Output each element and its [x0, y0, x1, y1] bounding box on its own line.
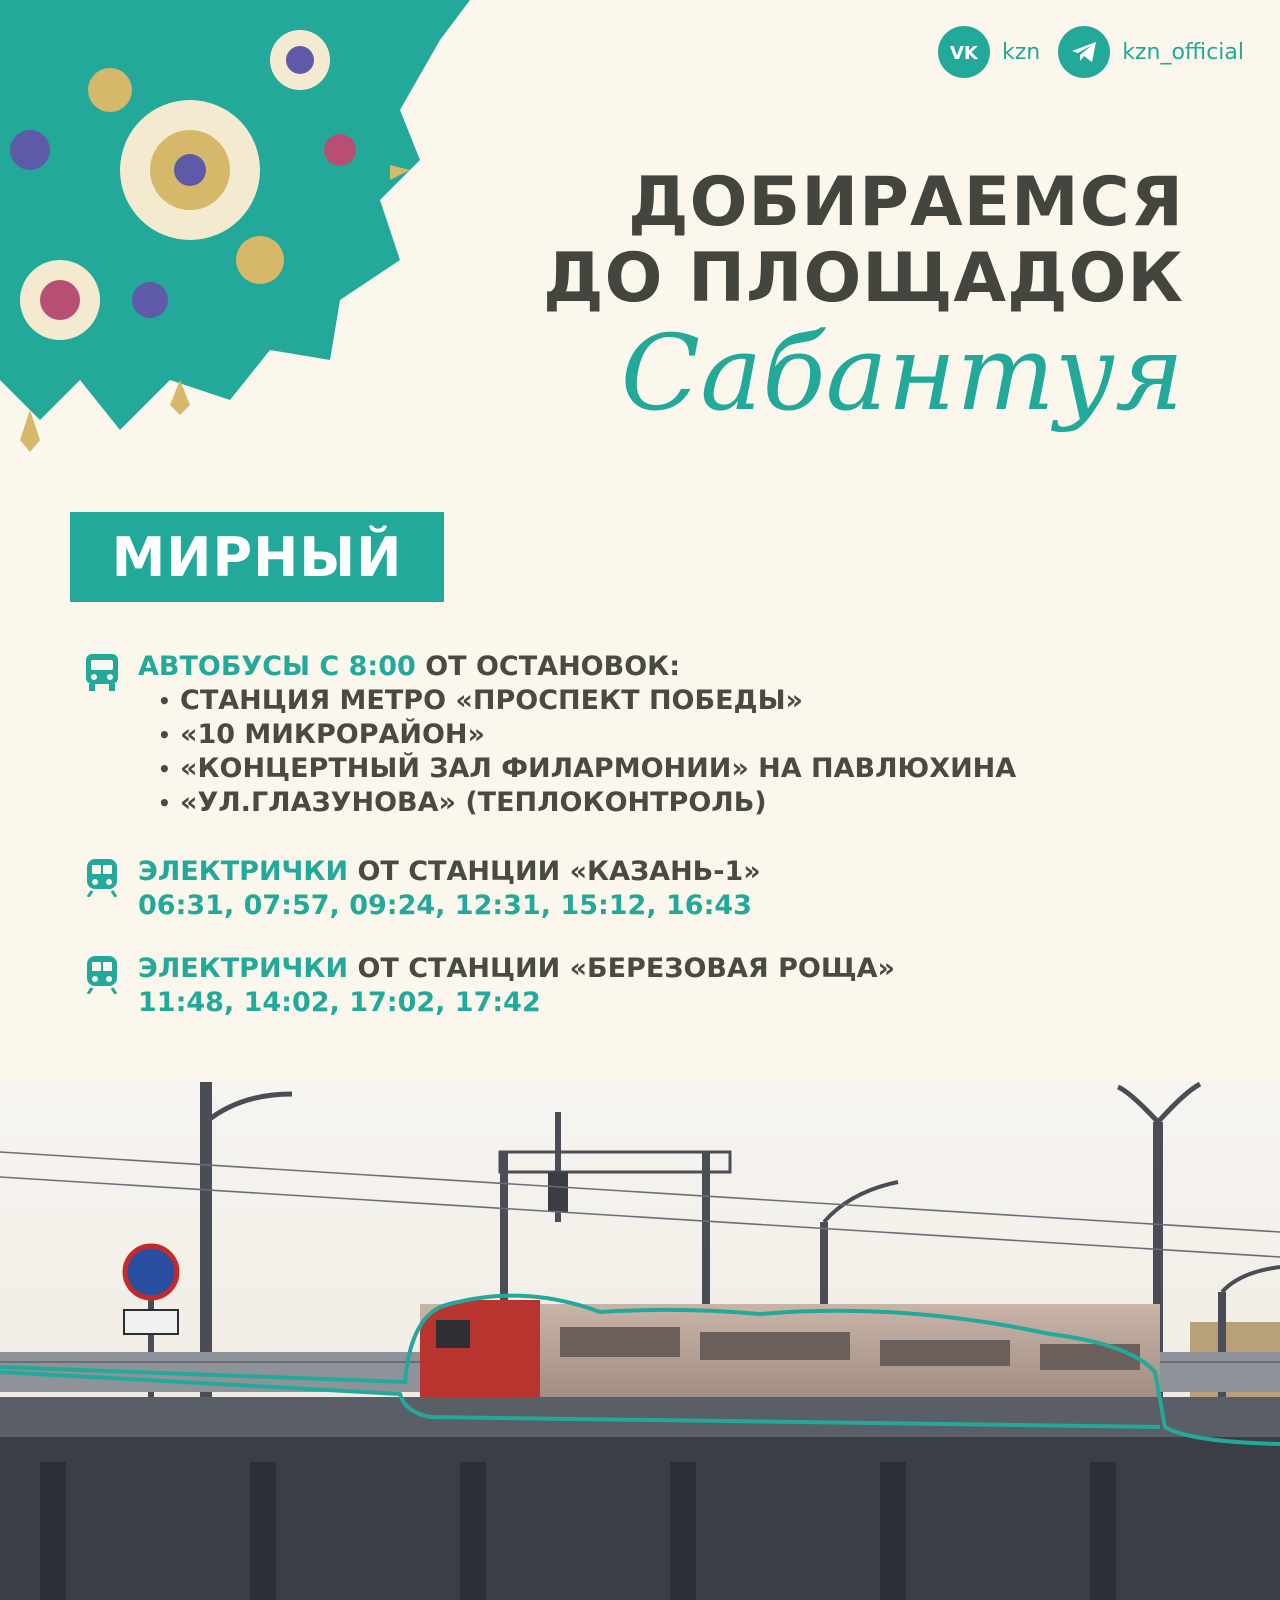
social-links: [938, 26, 1244, 78]
title-line-1: ДОБИРАЕМСЯ: [628, 163, 1184, 242]
list-item: • СТАНЦИЯ МЕТРО «ПРОСПЕКТ ПОБЕДЫ»: [158, 684, 1016, 718]
telegram-icon: [1058, 26, 1110, 78]
vk-icon: [938, 26, 990, 78]
train-suffix: ОТ СТАНЦИИ «БЕРЕЗОВАЯ РОЩА»: [348, 953, 895, 984]
train-section-2: [84, 952, 895, 1020]
train-icon: [84, 954, 120, 994]
bus-details: [138, 650, 1016, 820]
train-details-2: [138, 952, 895, 1020]
vk-handle: kzn: [1002, 39, 1041, 65]
telegram-handle: kzn_official: [1122, 39, 1244, 65]
bus-stops-list: [138, 684, 1016, 820]
train-times: 06:31, 07:57, 09:24, 12:31, 15:12, 16:43: [138, 890, 752, 921]
train-label: ЭЛЕКТРИЧКИ: [138, 953, 349, 984]
bus-label: АВТОБУСЫ С 8:00: [138, 651, 416, 682]
train-icon: [84, 857, 120, 897]
social-telegram[interactable]: [1058, 26, 1244, 78]
list-item: • «КОНЦЕРТНЫЙ ЗАЛ ФИЛАРМОНИИ» НА ПАВЛЮХИНА: [158, 752, 1016, 786]
location-label: МИРНЫЙ: [111, 525, 403, 589]
train-photo: [0, 1082, 1280, 1600]
location-badge: [70, 512, 444, 602]
bus-icon: [84, 652, 120, 692]
train-section-1: [84, 855, 761, 923]
train-times: 11:48, 14:02, 17:02, 17:42: [138, 987, 541, 1018]
train-details-1: [138, 855, 761, 923]
title-line-2: ДО ПЛОЩАДОК: [543, 239, 1184, 318]
list-item: • «10 МИКРОРАЙОН»: [158, 718, 1016, 752]
social-vk[interactable]: [938, 26, 1040, 78]
svg-text:VK: VK: [950, 43, 978, 62]
list-item: • «УЛ.ГЛАЗУНОВА» (ТЕПЛОКОНТРОЛЬ): [158, 786, 1016, 820]
title-script: Сабантуя: [620, 312, 1184, 434]
train-suffix: ОТ СТАНЦИИ «КАЗАНЬ-1»: [348, 856, 761, 887]
ornament-decoration: [0, 0, 480, 470]
page-title: [543, 165, 1184, 433]
train-label: ЭЛЕКТРИЧКИ: [138, 856, 349, 887]
bus-section: [84, 650, 1016, 820]
bus-suffix: ОТ ОСТАНОВОК:: [415, 651, 681, 682]
